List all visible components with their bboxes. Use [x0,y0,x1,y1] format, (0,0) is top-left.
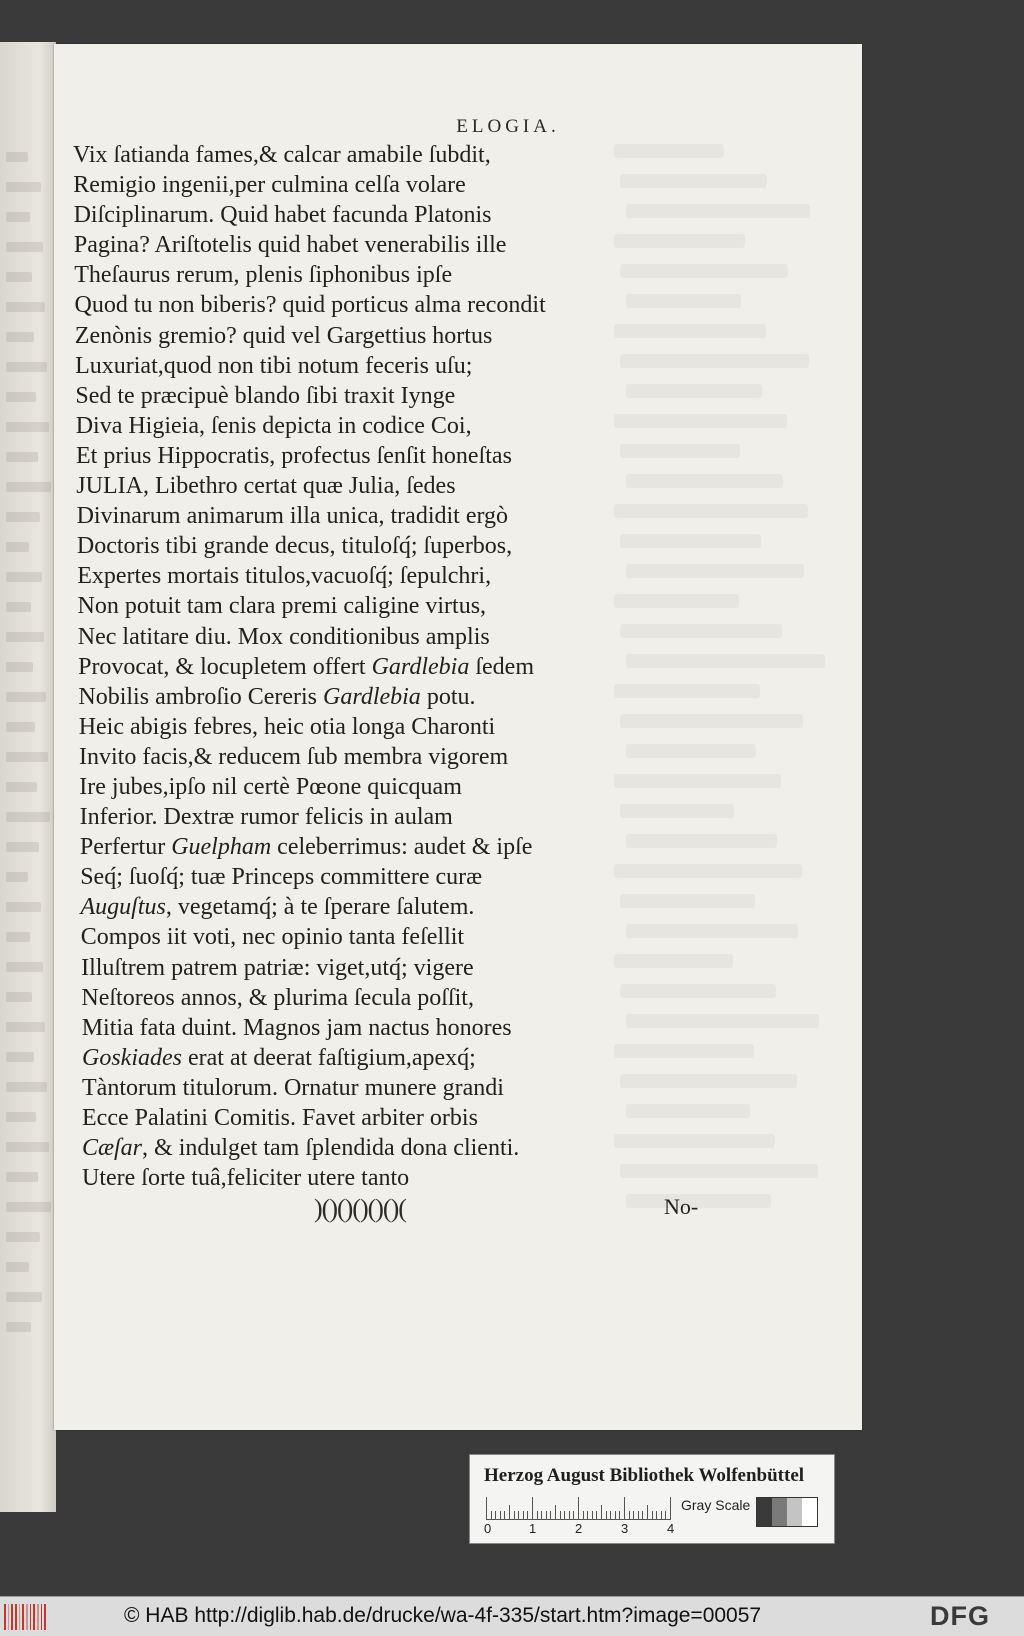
barcode-bar [8,1604,10,1630]
text-line: Quod tu non biberis? quid porticus alma recondit [74,292,546,319]
text-line: Cæſar, & indulget tam ſplendida dona clienti. [82,1135,520,1162]
gray-patch [772,1498,787,1526]
italic-name: Goskiades [82,1044,182,1071]
ghost-text-mark [6,362,47,372]
italic-name: Cæſar [82,1135,143,1162]
ruler-tick [569,1511,570,1519]
ghost-text-mark [6,1262,29,1272]
ghost-text-mark [6,1232,40,1242]
ruler-tick [541,1511,542,1519]
text-line: Nec latitare diu. Mox conditionibus amplis [77,623,490,650]
ruler-tick [665,1511,666,1519]
dfg-logo: DFG [930,1601,990,1631]
book-page [54,44,862,1430]
text-line: Ecce Palatini Comitis. Favet arbiter orbis [82,1105,478,1131]
scale-ruler [486,1495,671,1520]
ghost-text-mark [6,692,46,702]
page-footer-row [54,1194,862,1230]
text-line: Mitia fata duint. Magnos jam nactus honores [81,1014,512,1041]
ghost-text-mark [6,1322,31,1332]
ruler-tick [523,1511,524,1519]
grayscale-label: Gray Scale [681,1497,751,1513]
text-line: Et prius Hippocratis, profectus ſenſit honeſtas [76,442,512,469]
text-line: Neſtoreos annos, & plurima ſecula poſſit, [81,984,474,1011]
ruler-tick [587,1511,588,1519]
ruler-tick [500,1511,501,1519]
text-line: Invito facis,& reducem ſub membra vigorem [79,743,509,770]
ghost-text-mark [6,1202,51,1212]
text-line: Inferior. Dextræ rumor felicis in aulam [79,804,453,831]
ruler-tick [629,1511,630,1519]
ghost-text-mark [6,752,48,762]
text-line: Theſaurus rerum, plenis ſiphonibus ipſe [74,262,453,289]
ghost-text-mark [6,632,44,642]
barcode-icon [4,1604,46,1630]
text-line: Diſciplinarum. Quid habet facunda Platonis [73,202,492,229]
ruler-number: 1 [529,1521,537,1536]
catchword: No- [664,1194,699,1219]
ruler-tick [514,1511,515,1519]
ghost-text-mark [6,602,31,612]
text-line: Remigio ingenii,per culmina celſa volare [73,172,466,199]
text-line: Luxuriat,quod non tibi notum feceris uſu; [75,352,473,379]
text-line: Compos iit voti, nec opinio tanta feſellit [80,924,465,951]
ghost-text-mark [6,1022,45,1032]
text-line: Zenònis gremio? quid vel Gargettius hortus [74,322,493,349]
ghost-text-mark [6,842,39,852]
ruler-tick [615,1511,616,1519]
ghost-text-mark [6,812,50,822]
barcode-bar [22,1604,24,1630]
barcode-bar [41,1604,43,1630]
ghost-text-mark [6,1112,36,1122]
ruler-tick [550,1511,551,1519]
barcode-bar [33,1604,35,1630]
ghost-text-mark [6,152,28,162]
grayscale-patches [756,1497,818,1527]
ruler-tick [583,1511,584,1519]
library-name: Herzog August Bibliothek Wolfenbüttel [484,1465,805,1486]
ruler-tick [592,1511,593,1519]
ghost-text-mark [6,1292,42,1302]
barcode-bar [44,1604,46,1630]
ruler-tick [642,1511,643,1519]
poem-text [73,140,833,1193]
ghost-text-mark [6,722,35,732]
running-header: ELOGIA. [456,116,560,137]
text-line: Seq́; ſuoſq́; tuæ Princeps committere curæ [80,864,483,891]
barcode-bar [19,1604,21,1630]
ruler-tick [518,1511,519,1519]
ghost-text-mark [6,212,30,222]
text-line: JULIA, Libethro certat quæ Julia, ſedes [76,473,456,500]
copyright-link[interactable]: © HAB http://diglib.hab.de/drucke/wa-4f-335/start.htm?image=00057 [124,1604,762,1627]
ghost-text-mark [6,332,34,342]
text-line: Perfertur Guelpham celeberrimus: audet & ipſe [79,834,533,861]
ruler-tick [495,1511,496,1519]
ruler-tick [504,1511,505,1519]
ruler-tick [564,1511,565,1519]
ghost-text-mark [6,302,45,312]
italic-name: Auguſtus [80,894,166,921]
ghost-text-mark [6,902,41,912]
ruler-tick [656,1511,657,1519]
ghost-text-mark [6,482,51,492]
text-line: Illuſtrem patrem patriæ: viget,utq́; vigere [81,954,474,981]
text-line: Tàntorum titulorum. Ornatur munere grandi [82,1074,504,1101]
ghost-text-mark [6,932,30,942]
ruler-tick [624,1497,625,1519]
ruler-tick [610,1511,611,1519]
ghost-text-mark [6,1052,34,1062]
ruler-tick [601,1505,602,1519]
italic-name: Gardlebia [323,683,421,710]
ruler-tick [486,1497,487,1519]
ruler-tick [573,1511,574,1519]
barcode-bar [26,1604,28,1630]
ghost-text-mark [6,1082,47,1092]
ruler-tick [661,1511,662,1519]
ruler-tick [670,1497,671,1519]
previous-page-edge [0,42,56,1512]
barcode-bar [15,1604,17,1630]
color-calibration-card [469,1454,835,1544]
text-line: Sed te præcipuè blando ſibi traxit Iynge [75,382,456,409]
ruler-tick [619,1511,620,1519]
barcode-bar [11,1604,13,1630]
viewer-footer [0,1596,1024,1636]
ruler-tick [638,1511,639,1519]
ruler-tick [647,1505,648,1519]
ruler-number: 4 [667,1521,675,1536]
text-line: Vix ſatianda fames,& calcar amabile ſubdit, [73,142,491,168]
ghost-text-mark [6,1142,49,1152]
italic-name: Gardlebia [371,653,470,680]
text-line: Pagina? Ariſtotelis quid habet venerabilis ille [73,232,507,259]
ruler-tick [555,1505,556,1519]
ghost-text-mark [6,572,42,582]
ghost-text-mark [6,1172,38,1182]
text-line: Nobilis ambroſio Cereris Gardlebia potu. [78,683,476,710]
text-line: Goskiades erat at deerat faſtigium,apexq́; [82,1044,476,1071]
ghost-text-mark [6,662,33,672]
ruler-tick [527,1511,528,1519]
ruler-number: 0 [484,1521,492,1536]
ghost-text-mark [6,512,40,522]
ruler-tick [509,1505,510,1519]
text-line: Auguſtus, vegetamq́; à te ſperare ſalutem. [80,894,475,921]
ruler-tick [537,1511,538,1519]
text-line: Heic abigis febres, heic otia longa Charonti [78,713,496,740]
ghost-text-mark [6,452,38,462]
gray-patch [802,1498,817,1526]
text-line: Ire jubes,ipſo nil certè Pœone quicquam [79,773,462,800]
ruler-number: 3 [621,1521,629,1536]
ruler-tick [491,1511,492,1519]
gray-patch [787,1498,802,1526]
ornament-border: )()()()()()( [314,1194,406,1223]
ruler-number: 2 [575,1521,583,1536]
ghost-text-mark [6,422,49,432]
ghost-text-mark [6,392,36,402]
text-line: Diva Higieia, ſenis depicta in codice Coi, [75,412,472,439]
ghost-text-mark [6,992,32,1002]
ruler-tick [532,1497,533,1519]
ruler-tick [546,1511,547,1519]
ghost-text-mark [6,782,37,792]
ghost-text-mark [6,242,43,252]
ruler-tick [652,1511,653,1519]
ruler-tick [606,1511,607,1519]
text-line: Provocat, & locupletem offert Gardlebia ſedem [78,653,534,680]
ghost-text-mark [6,872,28,882]
italic-name: Guelpham [171,834,272,861]
ghost-text-mark [6,542,29,552]
ghost-text-mark [6,182,41,192]
ruler-tick [596,1511,597,1519]
text-line: Divinarum animarum illa unica, tradidit ergò [76,503,509,530]
ghost-text-mark [6,272,32,282]
ruler-tick [633,1511,634,1519]
barcode-bar [30,1604,32,1630]
text-line: Non potuit tam clara premi caligine virtus, [77,593,487,620]
gray-patch [757,1498,772,1526]
ruler-tick [560,1511,561,1519]
text-line: Expertes mortais titulos,vacuoſq́; ſepulchri, [77,563,492,590]
text-line: Utere ſorte tuâ,feliciter utere tanto [82,1165,410,1192]
ruler-tick [578,1497,579,1519]
ghost-text-mark [6,962,43,972]
barcode-bar [37,1604,39,1630]
text-line: Doctoris tibi grande decus, tituloſq́; ſuperbos, [76,533,513,560]
barcode-bar [4,1604,6,1630]
